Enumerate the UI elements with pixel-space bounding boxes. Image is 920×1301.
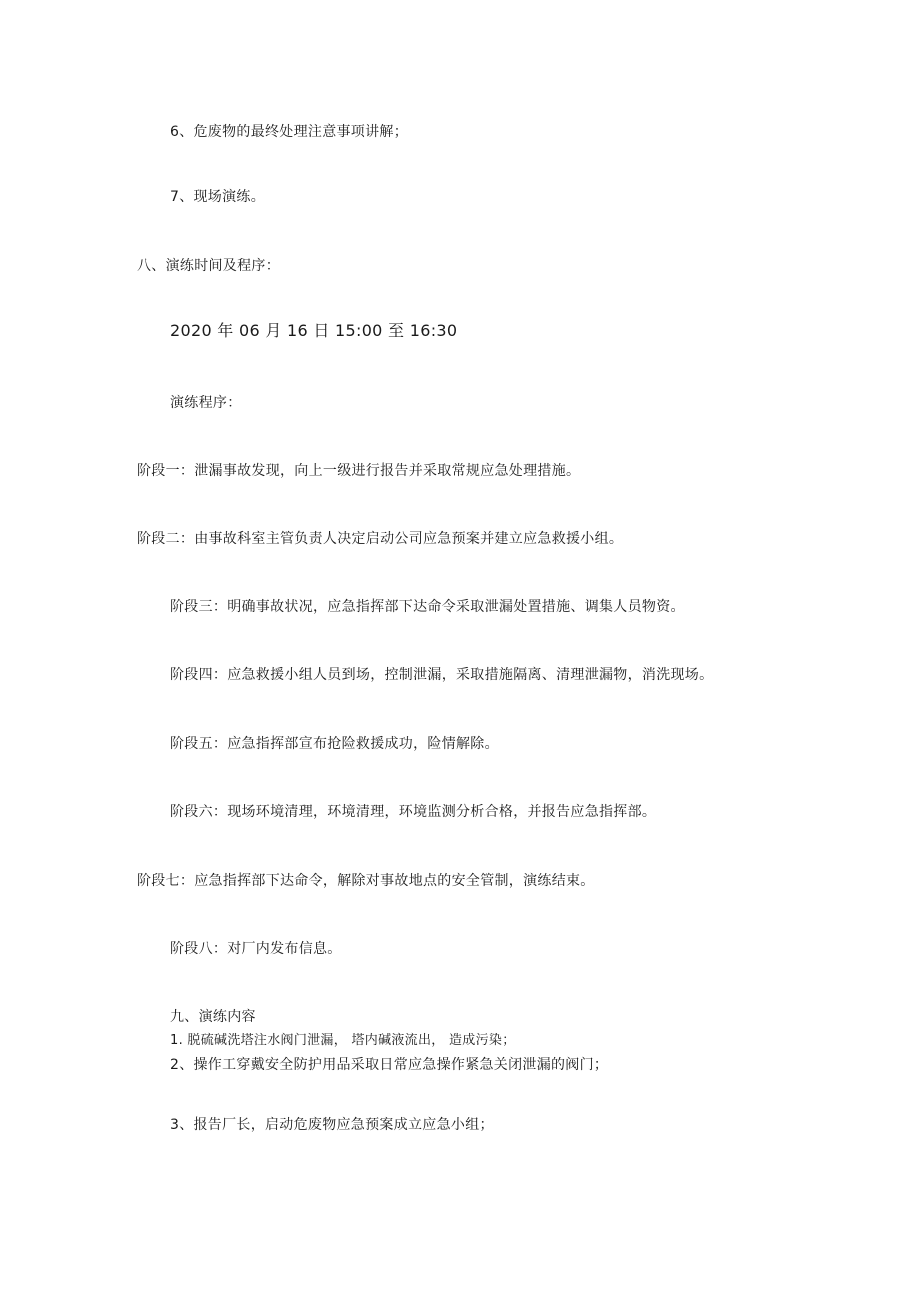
content-item-3: 3、报告厂长，启动危废物应急预案成立应急小组；	[170, 1117, 494, 1133]
content-item-1: 1. 脱硫碱洗塔注水阀门泄漏， 塔内碱液流出， 造成污染；	[170, 1033, 516, 1048]
stage-6: 阶段六：现场环境清理，环境清理，环境监测分析合格，并报告应急指挥部。	[170, 804, 657, 820]
stage-3: 阶段三：明确事故状况，应急指挥部下达命令采取泄漏处置措施、调集人员物资。	[170, 599, 685, 615]
stage-4: 阶段四：应急救援小组人员到场，控制泄漏，采取措施隔离、清理泄漏物，消洗现场。	[170, 667, 714, 683]
drill-time: 2020 年 06 月 16 日 15:00 至 16:30	[170, 321, 458, 340]
section-heading-9: 九、演练内容	[170, 1009, 256, 1025]
procedure-heading: 演练程序：	[170, 395, 242, 411]
content-item-2: 2、操作工穿戴安全防护用品采取日常应急操作紧急关闭泄漏的阀门；	[170, 1057, 609, 1073]
stage-7: 阶段七：应急指挥部下达命令，解除对事故地点的安全管制，演练结束。	[137, 873, 595, 889]
section-heading-8: 八、演练时间及程序：	[137, 258, 280, 274]
list-item-7: 7、现场演练。	[170, 189, 266, 205]
stage-8: 阶段八：对厂内发布信息。	[170, 941, 342, 957]
list-item-6: 6、危废物的最终处理注意事项讲解；	[170, 124, 409, 140]
stage-2: 阶段二：由事故科室主管负责人决定启动公司应急预案并建立应急救援小组。	[137, 531, 624, 547]
stage-5: 阶段五：应急指挥部宣布抢险救援成功，险情解除。	[170, 736, 499, 752]
stage-1: 阶段一：泄漏事故发现，向上一级进行报告并采取常规应急处理措施。	[137, 463, 581, 479]
